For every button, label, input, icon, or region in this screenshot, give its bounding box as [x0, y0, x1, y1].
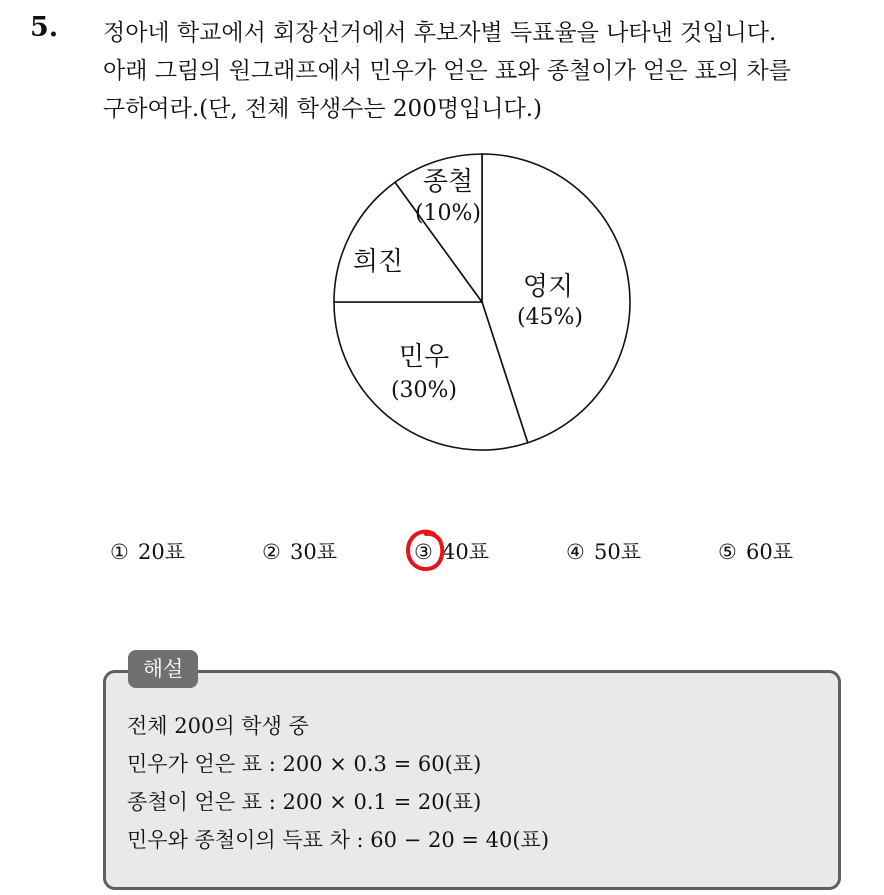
solution-line-4: 민우와 종철이의 득표 차 : 60 − 20 = 40(표): [127, 828, 550, 852]
pie-slice-1-percent: (45%): [516, 305, 584, 330]
question-text-line-3: 구하여라.(단, 전체 학생수는 200명입니다.): [103, 96, 542, 122]
solution-line-2: 민우가 얻은 표 : 200 × 0.3 = 60(표): [127, 752, 482, 776]
choice-2[interactable]: [262, 536, 337, 566]
pie-slice-4-name: 종철: [422, 167, 474, 197]
selected-answer-circle-icon: [404, 526, 446, 574]
solution-box: [103, 670, 841, 890]
pie-slice-2-percent: (30%): [390, 378, 458, 403]
choice-3-text: 40표: [442, 540, 490, 564]
choice-3-mark: ③: [414, 540, 433, 564]
choice-1-mark: ①: [110, 540, 129, 564]
choice-5-text: 60표: [746, 540, 794, 564]
choice-2-text: 30표: [290, 540, 338, 564]
choice-4-mark: ④: [566, 540, 585, 564]
choice-2-mark: ②: [262, 540, 281, 564]
choice-5-mark: ⑤: [718, 540, 737, 564]
choice-1-text: 20표: [138, 540, 186, 564]
solution-line-1: 전체 200의 학생 중: [127, 714, 309, 738]
choice-4-text: 50표: [594, 540, 642, 564]
choice-4[interactable]: [566, 536, 641, 566]
pie-slice-2-name: 민우: [398, 342, 450, 372]
question-number: 5.: [30, 12, 59, 43]
solution-line-3: 종철이 얻은 표 : 200 × 0.1 = 20(표): [127, 790, 482, 814]
pie-slice-4-percent: (10%): [414, 201, 482, 226]
choice-1[interactable]: [110, 536, 185, 566]
pie-slice-3-name: 희진: [352, 247, 404, 277]
pie-slice-1-name: 영지: [522, 272, 574, 302]
question-text-line-2: 아래 그림의 원그래프에서 민우가 얻은 표와 종철이가 얻은 표의 차를: [103, 58, 791, 84]
question-text-line-1: 정아네 학교에서 회장선거에서 후보자별 득표율을 나타낸 것입니다.: [103, 20, 777, 46]
choice-5[interactable]: [718, 536, 793, 566]
solution-tag: 해설: [128, 650, 198, 688]
